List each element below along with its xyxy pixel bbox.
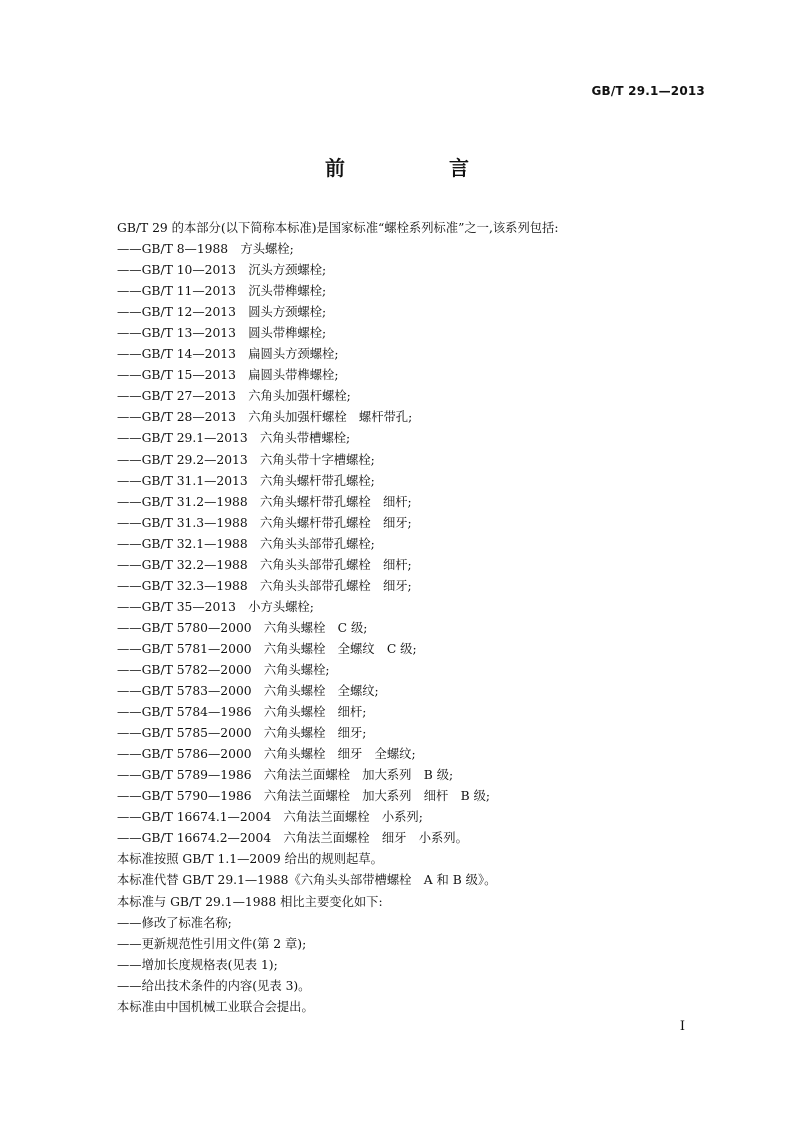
series-item: ——GB/T 32.3—1988 六角头头部带孔螺栓 细牙; (117, 578, 412, 593)
series-item: ——GB/T 5784—1986 六角头螺栓 细杆; (117, 705, 367, 720)
replaces-paragraph: 本标准代替 GB/T 29.1—1988《六角头头部带槽螺栓 A 和 B 级》。 (117, 873, 497, 888)
series-item: ——GB/T 29.1—2013 六角头带槽螺栓; (117, 431, 351, 446)
series-item: ——GB/T 35—2013 小方头螺栓; (117, 599, 314, 614)
series-item: ——GB/T 8—1988 方头螺栓; (117, 242, 294, 257)
series-item: ——GB/T 32.2—1988 六角头头部带孔螺栓 细杆; (117, 557, 412, 572)
standard-code-header: GB/T 29.1—2013 (591, 84, 705, 98)
series-item: ——GB/T 31.2—1988 六角头螺杆带孔螺栓 细杆; (117, 494, 412, 509)
series-item: ——GB/T 14—2013 扁圆头方颈螺栓; (117, 347, 339, 362)
series-item: ——GB/T 5786—2000 六角头螺栓 细牙 全螺纹; (117, 747, 416, 762)
series-item: ——GB/T 16674.1—2004 六角法兰面螺栓 小系列; (117, 810, 423, 825)
series-item: ——GB/T 31.3—1988 六角头螺杆带孔螺栓 细牙; (117, 515, 412, 530)
series-item: ——GB/T 28—2013 六角头加强杆螺栓 螺杆带孔; (117, 410, 413, 425)
series-item: ——GB/T 32.1—1988 六角头头部带孔螺栓; (117, 536, 375, 551)
series-item: ——GB/T 5781—2000 六角头螺栓 全螺纹 C 级; (117, 641, 417, 656)
series-item: ——GB/T 5780—2000 六角头螺栓 C 级; (117, 620, 368, 635)
series-item: ——GB/T 13—2013 圆头带榫螺栓; (117, 326, 327, 341)
page-number: I (679, 1019, 685, 1034)
series-item: ——GB/T 29.2—2013 六角头带十字槽螺栓; (117, 452, 375, 467)
series-item: ——GB/T 12—2013 圆头方颈螺栓; (117, 305, 327, 320)
series-item: ——GB/T 5783—2000 六角头螺栓 全螺纹; (117, 684, 379, 699)
series-item: ——GB/T 10—2013 沉头方颈螺栓; (117, 263, 327, 278)
series-item: ——GB/T 31.1—2013 六角头螺杆带孔螺栓; (117, 473, 375, 488)
series-item: ——GB/T 11—2013 沉头带榫螺栓; (117, 284, 327, 299)
series-item: ——GB/T 16674.2—2004 六角法兰面螺栓 细牙 小系列。 (117, 831, 468, 846)
proposer-paragraph: 本标准由中国机械工业联合会提出。 (117, 999, 314, 1014)
drafting-rule-paragraph: 本标准按照 GB/T 1.1—2009 给出的规则起草。 (117, 852, 383, 867)
foreword-body (117, 218, 707, 1018)
page-title: 前 言 (325, 156, 511, 180)
change-item: ——给出技术条件的内容(见表 3)。 (117, 978, 311, 993)
series-item: ——GB/T 5789—1986 六角法兰面螺栓 加大系列 B 级; (117, 768, 454, 783)
changes-intro-paragraph: 本标准与 GB/T 29.1—1988 相比主要变化如下: (117, 894, 383, 909)
change-item: ——更新规范性引用文件(第 2 章); (117, 936, 307, 951)
intro-paragraph: GB/T 29 的本部分(以下简称本标准)是国家标准“螺栓系列标准”之一,该系列包括: (117, 221, 559, 235)
change-item: ——增加长度规格表(见表 1); (117, 957, 278, 972)
series-item: ——GB/T 5790—1986 六角法兰面螺栓 加大系列 细杆 B 级; (117, 789, 491, 804)
series-item: ——GB/T 27—2013 六角头加强杆螺栓; (117, 389, 351, 404)
series-item: ——GB/T 5782—2000 六角头螺栓; (117, 662, 330, 677)
series-item: ——GB/T 15—2013 扁圆头带榫螺栓; (117, 368, 339, 383)
series-item: ——GB/T 5785—2000 六角头螺栓 细牙; (117, 726, 367, 741)
change-item: ——修改了标准名称; (117, 915, 232, 930)
